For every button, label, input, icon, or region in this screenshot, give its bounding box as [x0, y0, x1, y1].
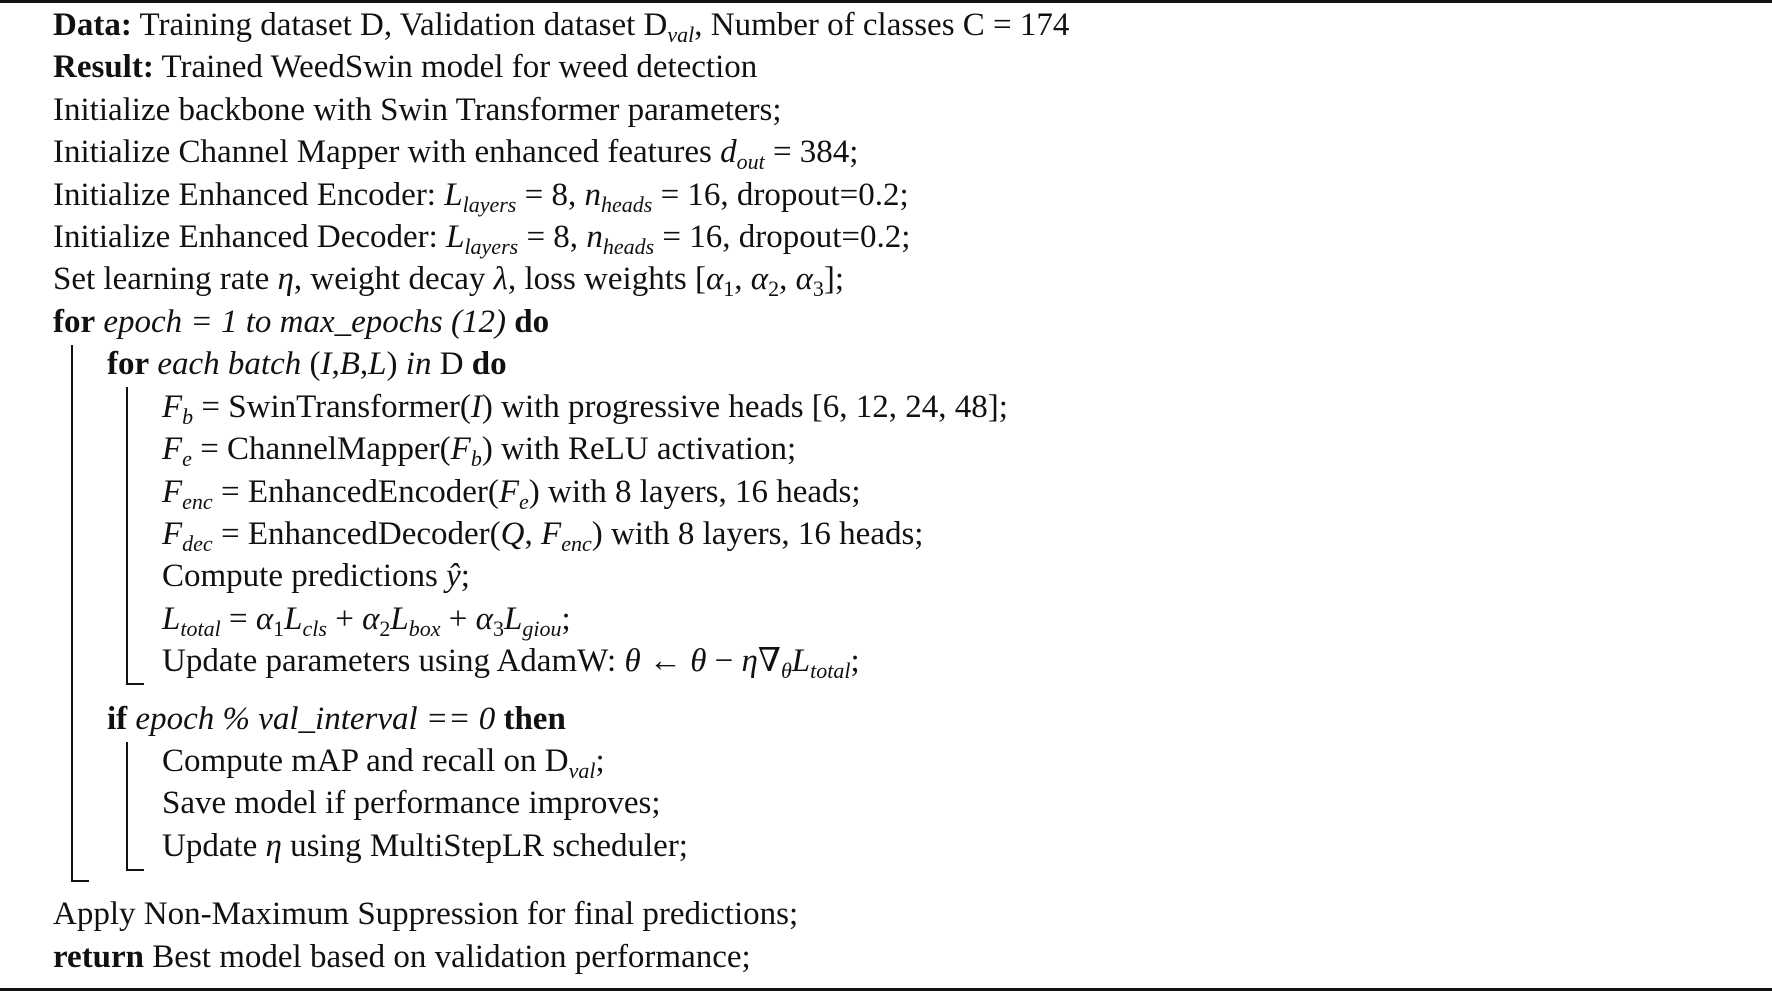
for-batch-scope-end — [126, 683, 144, 685]
set-hyperparams: Set learning rate η, weight decay λ, loss weights [$\alpha_1$, $\alpha_2$, $\alpha_3$]; — [53, 261, 845, 301]
init-decoder: Initialize Enhanced Decoder: $L_{layers} = 8$, $n_{heads} = 16$, dropout=0.2; — [53, 219, 911, 259]
for-epoch-scope-bar — [71, 345, 73, 881]
step-decoder: $F_{dec}$ = EnhancedDecoder(Q, $F_{enc}$) with 8 layers, 16 heads; — [162, 516, 924, 556]
val-save: Save model if performance improves; — [162, 785, 661, 821]
step-loss: $L_{total} = \alpha_1L_{cls} + \alpha_2L_{box} + \alpha_3L_{giou}$; — [162, 601, 571, 641]
val-compute: Compute mAP and recall on $D_{val}$; — [162, 743, 605, 783]
step-update: Update parameters using AdamW: θ ← $\theta - \eta\nabla_\theta L_{total}$; — [162, 643, 860, 683]
result-line: Result: Trained WeedSwin model for weed detection — [53, 49, 758, 85]
for-batch-scope-bar — [126, 387, 128, 684]
init-encoder: Initialize Enhanced Encoder: $L_{layers} = 8$, $n_{heads} = 16$, dropout=0.2; — [53, 177, 909, 217]
step-swin: $F_b$ = SwinTransformer(I) with progressive heads [6, 12, 24, 48]; — [162, 389, 1008, 429]
bottom-rule — [0, 988, 1772, 991]
for-epoch: for epoch = 1 to max_epochs (12) do — [53, 304, 550, 340]
step-mapper: $F_e$ = $ChannelMapper(F_b)$ with ReLU activation; — [162, 431, 797, 471]
val-scheduler: Update η using MultiStepLR scheduler; — [162, 828, 688, 864]
step-predict: Compute predictions ŷ; — [162, 558, 470, 594]
if-validation: if epoch % val_interval == 0 then — [107, 701, 566, 737]
apply-nms: Apply Non-Maximum Suppression for final predictions; — [53, 896, 799, 932]
top-rule — [0, 0, 1772, 3]
step-encoder: $F_{enc}$ = $EnhancedEncoder(F_e)$ with 8 layers, 16 heads; — [162, 474, 861, 514]
if-scope-end — [126, 869, 144, 871]
for-batch: for each batch (I,B,L) in D do — [107, 346, 507, 382]
return-line: return Best model based on validation performance; — [53, 939, 751, 975]
init-mapper: Initialize Channel Mapper with enhanced features $d_{out} = 384$; — [53, 134, 859, 174]
init-backbone: Initialize backbone with Swin Transformer parameters; — [53, 92, 782, 128]
if-scope-bar — [126, 742, 128, 870]
data-line: Data: Training dataset D, Validation dataset $D_{val}$, Number of classes C = 174 — [53, 7, 1070, 47]
for-epoch-scope-end — [71, 880, 89, 882]
